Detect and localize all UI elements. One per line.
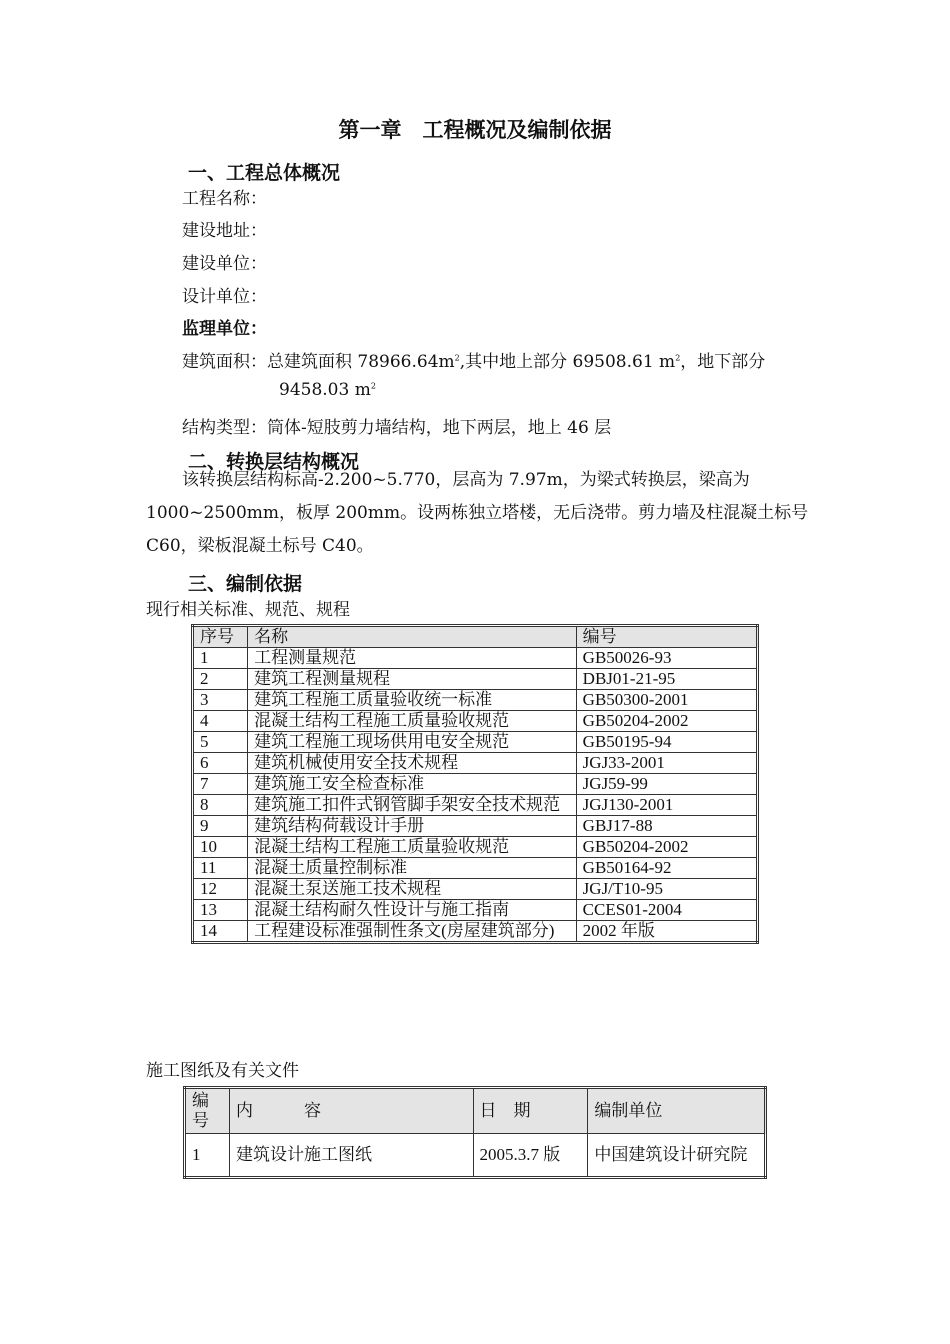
header-content: 内 容 xyxy=(229,1088,473,1134)
row-index: 6 xyxy=(193,753,248,774)
area-underground-line xyxy=(279,380,376,400)
row-index: 7 xyxy=(193,774,248,795)
row-code: GB50164-92 xyxy=(576,858,757,879)
row-code: JGJ/T10-95 xyxy=(576,879,757,900)
row-code: 2002 年版 xyxy=(576,921,757,943)
row-name: 建筑工程测量规程 xyxy=(248,669,577,690)
table-row xyxy=(193,690,758,711)
row-index: 5 xyxy=(193,732,248,753)
row-name: 工程测量规范 xyxy=(248,648,577,669)
header-code: 编号 xyxy=(576,626,757,648)
row-index: 9 xyxy=(193,816,248,837)
table-row xyxy=(193,753,758,774)
row-index: 1 xyxy=(193,648,248,669)
header-date: 日 期 xyxy=(473,1088,588,1134)
row-name: 混凝土质量控制标准 xyxy=(248,858,577,879)
drawings-table xyxy=(183,1086,767,1179)
superscript: 2 xyxy=(454,353,460,363)
row-name: 混凝土结构耐久性设计与施工指南 xyxy=(248,900,577,921)
site-address-label: 建设地址： xyxy=(182,221,267,241)
row-code: GB50026-93 xyxy=(576,648,757,669)
owner-label: 建设单位： xyxy=(182,254,267,274)
row-code: GB50204-2002 xyxy=(576,837,757,858)
area-connector: ，地下部分 xyxy=(680,352,766,372)
row-name: 建筑机械使用安全技术规程 xyxy=(248,753,577,774)
row-number: 1 xyxy=(185,1134,230,1178)
structure-type: 结构类型：筒体-短肢剪力墙结构，地下两层，地上 46 层 xyxy=(182,418,612,438)
row-name: 建筑结构荷载设计手册 xyxy=(248,816,577,837)
supervisor-label: 监理单位： xyxy=(182,319,267,339)
header-unit: 编制单位 xyxy=(588,1088,766,1134)
row-name: 建筑施工扣件式钢管脚手架安全技术规范 xyxy=(248,795,577,816)
row-code: JGJ59-99 xyxy=(576,774,757,795)
building-area-line xyxy=(182,347,765,372)
row-code: GB50300-2001 xyxy=(576,690,757,711)
drawings-intro: 施工图纸及有关文件 xyxy=(146,1061,299,1081)
row-index: 8 xyxy=(193,795,248,816)
row-name: 混凝土泵送施工技术规程 xyxy=(248,879,577,900)
row-code: DBJ01-21-95 xyxy=(576,669,757,690)
header-name: 名称 xyxy=(248,626,577,648)
table-row xyxy=(193,648,758,669)
table-row xyxy=(185,1134,766,1178)
table-row xyxy=(193,879,758,900)
header-index: 序号 xyxy=(193,626,248,648)
row-index: 4 xyxy=(193,711,248,732)
area-underground: 9458.03 m xyxy=(279,380,371,400)
area-total: 总建筑面积 78966.64m xyxy=(267,352,455,372)
superscript: 2 xyxy=(370,381,376,391)
row-index: 2 xyxy=(193,669,248,690)
section-heading-transfer: 二、转换层结构概况 xyxy=(188,451,360,473)
area-above-ground: ,其中地上部分 69508.61 m xyxy=(459,352,676,372)
table-header-row xyxy=(193,626,758,648)
table-row xyxy=(193,858,758,879)
row-index: 13 xyxy=(193,900,248,921)
table-row xyxy=(193,774,758,795)
row-code: JGJ33-2001 xyxy=(576,753,757,774)
row-code: CCES01-2004 xyxy=(576,900,757,921)
project-name-label: 工程名称： xyxy=(182,189,267,209)
table-row xyxy=(193,816,758,837)
row-date: 2005.3.7 版 xyxy=(473,1134,588,1178)
row-index: 12 xyxy=(193,879,248,900)
row-index: 11 xyxy=(193,858,248,879)
standards-table xyxy=(191,624,759,944)
table-row xyxy=(193,711,758,732)
row-name: 建筑施工安全检查标准 xyxy=(248,774,577,795)
table-row xyxy=(193,669,758,690)
table-row xyxy=(193,900,758,921)
table-header-row xyxy=(185,1088,766,1134)
row-index: 14 xyxy=(193,921,248,943)
row-index: 3 xyxy=(193,690,248,711)
chapter-title: 第一章 工程概况及编制依据 xyxy=(338,118,612,142)
area-label: 建筑面积： xyxy=(182,352,267,372)
row-code: GB50195-94 xyxy=(576,732,757,753)
row-name: 工程建设标准强制性条文(房屋建筑部分) xyxy=(248,921,577,943)
transfer-paragraph: 该转换层结构标高-2.200~5.770，层高为 7.97m，为梁式转换层，梁高为 1000~2500mm，板厚 200mm。设两栋独立塔楼，无后浇带。剪力墙及柱混凝土标号 C60，梁板混凝土标号 C40。 xyxy=(146,470,809,556)
row-index: 10 xyxy=(193,837,248,858)
section-heading-overview: 一、工程总体概况 xyxy=(188,162,341,184)
row-code: GBJ17-88 xyxy=(576,816,757,837)
standards-intro: 现行相关标准、规范、规程 xyxy=(146,600,350,620)
row-code: JGJ130-2001 xyxy=(576,795,757,816)
section-heading-basis: 三、编制依据 xyxy=(188,573,303,595)
header-number: 编号 xyxy=(185,1088,230,1134)
row-name: 混凝土结构工程施工质量验收规范 xyxy=(248,711,577,732)
row-name: 建筑工程施工质量验收统一标准 xyxy=(248,690,577,711)
row-unit: 中国建筑设计研究院 xyxy=(588,1134,766,1178)
row-content: 建筑设计施工图纸 xyxy=(229,1134,473,1178)
row-name: 建筑工程施工现场供用电安全规范 xyxy=(248,732,577,753)
table-row xyxy=(193,921,758,943)
table-row xyxy=(193,837,758,858)
table-row xyxy=(193,732,758,753)
superscript: 2 xyxy=(675,353,681,363)
table-row xyxy=(193,795,758,816)
row-name: 混凝土结构工程施工质量验收规范 xyxy=(248,837,577,858)
designer-label: 设计单位： xyxy=(182,287,267,307)
row-code: GB50204-2002 xyxy=(576,711,757,732)
